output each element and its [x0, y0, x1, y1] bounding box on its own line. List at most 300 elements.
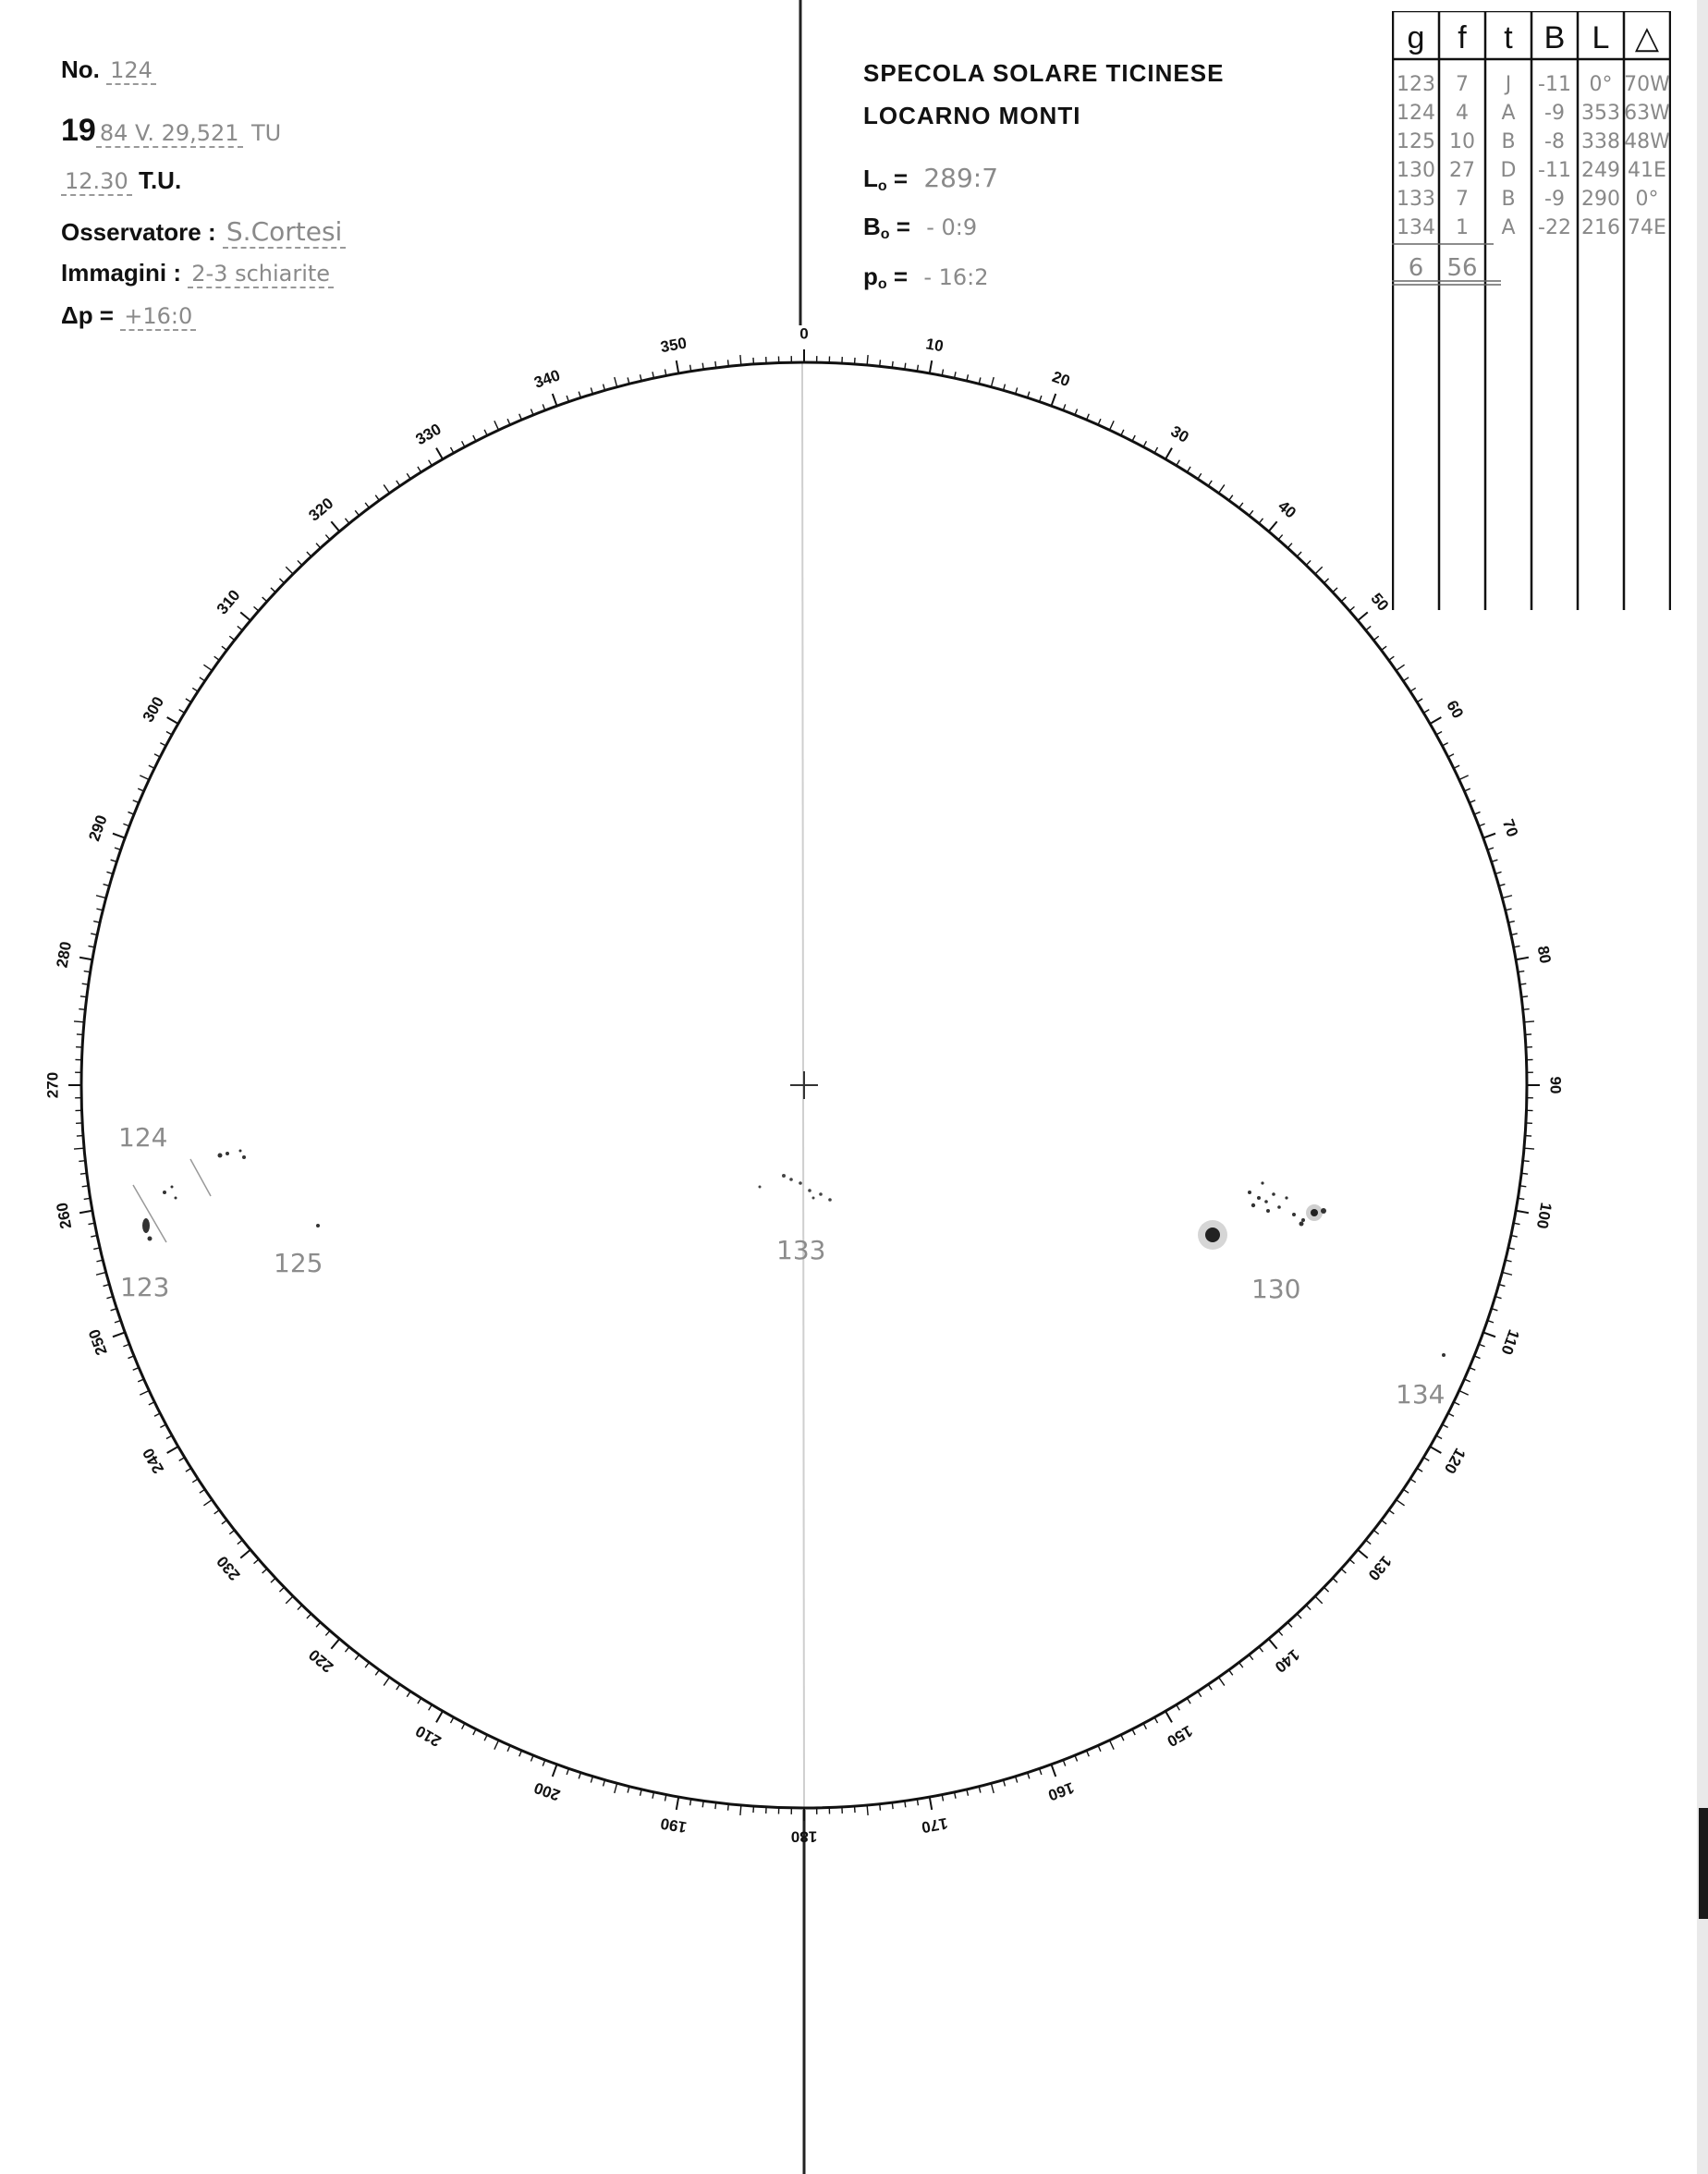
degree-label: 60	[1443, 697, 1468, 722]
table-header-g: g	[1407, 20, 1425, 55]
degree-tick	[375, 495, 379, 501]
degree-tick	[1373, 636, 1379, 640]
degree-tick	[1459, 1390, 1469, 1395]
degree-label: 170	[920, 1814, 949, 1837]
degree-label: 180	[790, 1827, 818, 1846]
degree-tick	[1306, 560, 1311, 565]
sunspot-group-123	[133, 1185, 177, 1242]
degree-tick	[1521, 996, 1528, 997]
degree-tick	[186, 699, 191, 702]
degree-tick	[715, 361, 716, 368]
degree-tick	[1109, 1740, 1114, 1750]
degree-tick	[214, 656, 220, 660]
degree-tick	[450, 447, 453, 453]
degree-tick	[222, 646, 227, 650]
table-cell: A	[1501, 102, 1516, 125]
degree-tick	[80, 996, 87, 997]
degree-tick	[1417, 699, 1422, 702]
degree-tick	[1366, 626, 1371, 629]
date-value: 84 V. 29,521	[96, 120, 243, 148]
table-header-B: B	[1543, 20, 1566, 55]
degree-tick	[1229, 495, 1233, 501]
table-cell: -8	[1544, 130, 1565, 153]
degree-tick	[331, 521, 339, 531]
table-cell: 70W	[1624, 73, 1670, 96]
degree-label: 150	[1164, 1721, 1196, 1751]
degree-tick	[615, 377, 617, 387]
degree-tick	[262, 1569, 267, 1573]
degree-tick	[1516, 1211, 1529, 1213]
degree-tick	[262, 597, 267, 602]
degree-tick	[1154, 1717, 1157, 1723]
degree-tick	[473, 1729, 476, 1735]
degree-tick	[375, 1670, 379, 1676]
date-suffix: TU	[251, 120, 282, 146]
time-label: T.U.	[138, 166, 182, 194]
table-cell: 48W	[1624, 130, 1670, 153]
degree-tick	[407, 1692, 410, 1697]
degree-tick	[728, 360, 729, 366]
degree-tick	[1373, 1530, 1379, 1533]
degree-tick	[1287, 544, 1292, 548]
degree-tick	[160, 743, 165, 746]
degree-label: 200	[531, 1778, 563, 1804]
table-header-L: L	[1592, 20, 1610, 55]
degree-tick	[880, 1804, 881, 1811]
degree-tick	[677, 1797, 678, 1810]
degree-tick	[553, 394, 557, 406]
degree-tick	[203, 1500, 212, 1506]
degree-tick	[355, 1655, 359, 1660]
param-p0: $p_o$ = - 16:2	[863, 263, 989, 292]
param-L0-value: 289:7	[923, 163, 999, 193]
degree-label: 20	[1049, 367, 1073, 391]
degree-tick	[140, 1390, 149, 1395]
degree-tick	[1219, 1678, 1225, 1686]
degree-tick	[1287, 1622, 1292, 1627]
degree-tick	[203, 665, 212, 670]
degree-tick	[1358, 1550, 1368, 1558]
degree-tick	[450, 1717, 453, 1723]
group-label-134: 134	[1396, 1379, 1446, 1410]
degree-tick	[1306, 1606, 1311, 1610]
table-header-t: t	[1504, 20, 1513, 55]
degree-label: 100	[1532, 1201, 1556, 1230]
degree-tick	[462, 441, 465, 446]
group-label-130: 130	[1251, 1274, 1301, 1304]
degree-tick	[166, 731, 172, 734]
degree-tick	[279, 579, 284, 583]
degree-tick	[154, 1413, 160, 1416]
degree-tick	[728, 1804, 729, 1811]
degree-tick	[325, 1630, 330, 1635]
table-cell: 0°	[1635, 188, 1659, 211]
degree-tick	[79, 1211, 92, 1213]
degree-tick	[365, 503, 369, 508]
degree-tick	[271, 588, 275, 592]
degree-tick	[396, 481, 400, 486]
degree-label: 270	[43, 1071, 62, 1099]
param-p0-value: - 16:2	[923, 264, 989, 290]
table-cell: 7	[1456, 188, 1469, 211]
degree-label: 190	[659, 1814, 689, 1837]
degree-tick	[240, 612, 250, 620]
param-p0-eq: =	[893, 263, 909, 290]
degree-tick	[1430, 1447, 1441, 1453]
degree-tick	[96, 1272, 106, 1275]
degree-tick	[1315, 1596, 1323, 1604]
degree-tick	[200, 678, 205, 681]
degree-tick	[436, 1711, 443, 1722]
degree-tick	[429, 460, 433, 466]
degree-tick	[1454, 765, 1459, 768]
table-cell: 27	[1449, 159, 1475, 182]
table-cell: 4	[1456, 102, 1469, 125]
observer-value: S.Cortesi	[223, 216, 346, 249]
degree-tick	[279, 1587, 284, 1592]
degree-label: 340	[531, 366, 563, 392]
table-cell: 216	[1581, 216, 1620, 239]
degree-tick	[140, 776, 149, 780]
degree-label: 0	[799, 324, 809, 343]
degree-tick	[429, 1704, 433, 1710]
degree-tick	[79, 1161, 85, 1162]
degree-label: 300	[139, 693, 168, 726]
degree-tick	[1516, 958, 1529, 959]
year-prefix: 19	[61, 113, 96, 148]
table-total-groups: 6	[1408, 254, 1424, 282]
degree-tick	[1454, 1402, 1459, 1405]
degree-tick	[179, 1458, 185, 1461]
degree-tick	[316, 1622, 321, 1627]
degree-tick	[167, 1447, 178, 1453]
degree-tick	[229, 1530, 235, 1533]
degree-tick	[1333, 1578, 1337, 1582]
degree-tick	[1436, 1435, 1442, 1438]
degree-tick	[82, 1186, 89, 1187]
degree-tick	[238, 626, 242, 629]
table-cell: 10	[1449, 130, 1475, 153]
degree-tick	[702, 1801, 703, 1807]
degree-tick	[1259, 519, 1263, 523]
degree-tick	[462, 1723, 465, 1728]
param-B0-label: B	[863, 213, 881, 240]
degree-tick	[1198, 473, 1202, 479]
table-cell: 7	[1456, 73, 1469, 96]
degree-tick	[167, 717, 178, 724]
degree-tick	[702, 363, 703, 370]
degree-tick	[1187, 467, 1190, 472]
degree-tick	[1403, 1489, 1409, 1493]
degree-tick	[484, 430, 487, 435]
degree-tick	[1051, 1765, 1055, 1777]
degree-tick	[1502, 1272, 1512, 1275]
degree-tick	[384, 484, 389, 493]
sunspot-group-130	[1198, 1181, 1326, 1250]
degree-label: 110	[1497, 1326, 1523, 1358]
degree-tick	[1397, 665, 1405, 670]
degree-tick	[384, 1678, 389, 1686]
table-cell: B	[1501, 188, 1516, 211]
degree-tick	[1165, 1711, 1172, 1722]
table-cell: 249	[1581, 159, 1620, 182]
degree-tick	[1143, 441, 1146, 446]
degree-tick	[1410, 688, 1416, 691]
degree-tick	[1448, 1413, 1454, 1416]
delta-p-value: +16:0	[120, 303, 196, 331]
degree-tick	[1442, 1424, 1447, 1427]
param-B0: $B_o$ = - 0:9	[863, 213, 978, 242]
degree-tick	[1341, 1569, 1346, 1573]
degree-tick	[240, 1550, 250, 1558]
degree-tick	[79, 1009, 85, 1010]
degree-label: 70	[1498, 816, 1522, 840]
degree-tick	[1341, 597, 1346, 602]
degree-tick	[1143, 1723, 1146, 1728]
degree-tick	[991, 377, 994, 387]
sunspot-group-124	[190, 1150, 246, 1197]
degree-tick	[1524, 1021, 1534, 1022]
degree-label: 320	[305, 494, 337, 525]
table-cell: B	[1501, 130, 1516, 153]
degree-tick	[1382, 646, 1387, 650]
table-cell: -9	[1544, 188, 1565, 211]
degree-tick	[1403, 678, 1409, 681]
degree-tick	[1208, 1684, 1212, 1690]
degree-label: 140	[1271, 1645, 1303, 1677]
degree-tick	[1366, 1540, 1371, 1544]
degree-tick	[892, 361, 893, 368]
degree-tick	[1459, 776, 1469, 780]
sunspot-group-125	[316, 1224, 320, 1227]
degree-tick	[553, 1765, 557, 1777]
table-cell: A	[1501, 216, 1516, 239]
degree-tick	[222, 1521, 227, 1524]
degree-tick	[1315, 567, 1323, 574]
degree-tick	[1358, 612, 1368, 620]
degree-tick	[1297, 1614, 1301, 1618]
group-label-123: 123	[120, 1272, 170, 1302]
degree-tick	[473, 435, 476, 441]
degree-tick	[930, 1797, 932, 1810]
group-label-133: 133	[776, 1235, 826, 1265]
degree-tick	[905, 363, 906, 370]
param-p0-label: p	[863, 263, 878, 290]
table-cell: 1	[1456, 216, 1469, 239]
param-B0-value: - 0:9	[926, 214, 978, 240]
degree-tick	[1239, 503, 1243, 508]
degree-tick	[1436, 731, 1442, 734]
degree-tick	[1521, 1173, 1528, 1174]
degree-tick	[325, 535, 330, 540]
degree-tick	[1297, 552, 1301, 556]
degree-label: 30	[1167, 421, 1192, 446]
degree-tick	[484, 1735, 487, 1740]
degree-label: 280	[53, 940, 76, 970]
table-header-delta: △	[1634, 20, 1660, 55]
param-L0-label: L	[863, 165, 878, 192]
degree-tick	[355, 510, 359, 516]
degree-tick	[192, 688, 198, 691]
degree-tick	[316, 544, 321, 548]
degree-tick	[1198, 1692, 1202, 1697]
degree-tick	[1519, 1186, 1526, 1187]
degree-tick	[1382, 1521, 1387, 1524]
delta-p-label: Δp =	[61, 301, 114, 329]
degree-tick	[254, 1559, 259, 1564]
degree-tick	[436, 448, 443, 459]
degree-label: 120	[1440, 1445, 1470, 1477]
degree-tick	[740, 1805, 741, 1815]
degree-label: 260	[53, 1201, 76, 1230]
table-cell: 353	[1581, 102, 1620, 125]
degree-tick	[79, 958, 92, 959]
table-cell: 74E	[1628, 216, 1666, 239]
degree-tick	[1121, 1735, 1124, 1740]
degree-tick	[867, 1805, 868, 1815]
degree-tick	[96, 896, 106, 898]
degree-tick	[345, 519, 348, 523]
degree-tick	[1177, 460, 1180, 466]
degree-tick	[1423, 1458, 1429, 1461]
degree-label: 40	[1275, 496, 1299, 522]
degree-tick	[307, 552, 311, 556]
table-cell: J	[1505, 73, 1512, 96]
degree-label: 10	[924, 335, 946, 356]
degree-tick	[307, 1614, 311, 1618]
degree-tick	[160, 1424, 165, 1427]
table-cell: 338	[1581, 130, 1620, 153]
table-cell: -11	[1538, 159, 1571, 182]
table-cell: -22	[1538, 216, 1571, 239]
degree-tick	[930, 360, 932, 373]
degree-tick	[1483, 834, 1495, 838]
degree-tick	[1177, 1704, 1180, 1710]
degree-label: 230	[213, 1552, 244, 1584]
degree-label: 250	[85, 1326, 111, 1358]
table-cell: 63W	[1624, 102, 1670, 125]
degree-tick	[1448, 754, 1454, 757]
degree-label: 310	[213, 586, 244, 618]
table-cell: 124	[1397, 102, 1435, 125]
degree-label: 50	[1367, 590, 1393, 615]
degree-tick	[286, 1596, 293, 1604]
table-cell: 290	[1581, 188, 1620, 211]
degree-tick	[1397, 1500, 1405, 1506]
degree-tick	[740, 355, 741, 365]
degree-tick	[615, 1783, 617, 1793]
group-table	[1392, 11, 1671, 617]
degree-tick	[1109, 421, 1114, 430]
scan-edge-mark	[1699, 1808, 1708, 1919]
degree-tick	[1249, 1655, 1252, 1660]
number-value: 124	[106, 57, 156, 85]
table-cell: -11	[1538, 73, 1571, 96]
degree-tick	[1349, 1559, 1354, 1564]
table-cell: 125	[1397, 130, 1435, 153]
degree-tick	[331, 1639, 339, 1649]
number-label: No.	[61, 55, 100, 83]
degree-tick	[298, 560, 302, 565]
degree-tick	[192, 1479, 198, 1483]
degree-tick	[715, 1802, 716, 1809]
degree-tick	[166, 1435, 172, 1438]
degree-tick	[1278, 535, 1283, 540]
degree-tick	[149, 1402, 154, 1405]
degree-tick	[1249, 510, 1252, 516]
images-label: Immagini :	[61, 259, 182, 287]
degree-tick	[1324, 1587, 1329, 1592]
degree-tick	[286, 567, 293, 574]
degree-tick	[179, 710, 185, 714]
degree-tick	[1324, 579, 1329, 583]
degree-tick	[1417, 1468, 1422, 1472]
degree-tick	[1502, 896, 1512, 898]
degree-tick	[677, 360, 678, 373]
degree-tick	[74, 1021, 84, 1022]
table-total-spots: 56	[1446, 254, 1478, 282]
degree-tick	[271, 1578, 275, 1582]
degree-tick	[1523, 1161, 1530, 1162]
degree-label: 90	[1546, 1076, 1565, 1094]
table-cell: -9	[1544, 102, 1565, 125]
degree-tick	[892, 1802, 893, 1809]
observer-label: Osservatore :	[61, 218, 216, 246]
degree-label: 290	[85, 812, 111, 844]
degree-tick	[494, 421, 499, 430]
table-cell: D	[1500, 159, 1517, 182]
table-cell: 41E	[1628, 159, 1666, 182]
degree-tick	[200, 1489, 205, 1493]
degree-tick	[254, 606, 259, 611]
degree-tick	[82, 983, 89, 984]
degree-tick	[1051, 394, 1055, 406]
degree-tick	[1524, 1148, 1534, 1149]
degree-tick	[1483, 1332, 1495, 1337]
table-cell: 130	[1397, 159, 1435, 182]
table-rows	[1397, 73, 1670, 239]
degree-tick	[1219, 484, 1225, 493]
degree-tick	[494, 1740, 499, 1750]
degree-tick	[1165, 448, 1172, 459]
degree-label: 330	[412, 420, 445, 449]
degree-tick	[418, 467, 421, 472]
degree-tick	[365, 1663, 369, 1668]
degree-tick	[880, 360, 881, 366]
degree-label: 130	[1364, 1552, 1396, 1584]
degree-tick	[1239, 1663, 1243, 1668]
table-cell: 123	[1397, 73, 1435, 96]
group-label-125: 125	[274, 1248, 323, 1278]
degree-label: 210	[412, 1721, 445, 1751]
degree-label: 160	[1045, 1778, 1077, 1804]
degree-label: 80	[1533, 944, 1555, 965]
degree-tick	[149, 765, 154, 768]
time-value: 12.30	[61, 168, 132, 196]
table-cell: 0°	[1589, 73, 1613, 96]
degree-label: 350	[659, 334, 689, 357]
degree-tick	[74, 1148, 84, 1149]
degree-tick	[1333, 588, 1337, 592]
degree-tick	[298, 1606, 302, 1610]
degree-tick	[1523, 1009, 1530, 1010]
degree-tick	[1389, 1510, 1395, 1514]
degree-tick	[1132, 435, 1135, 441]
degree-tick	[1410, 1479, 1416, 1483]
degree-tick	[1389, 656, 1395, 660]
degree-tick	[1430, 717, 1441, 724]
degree-tick	[1423, 710, 1429, 714]
